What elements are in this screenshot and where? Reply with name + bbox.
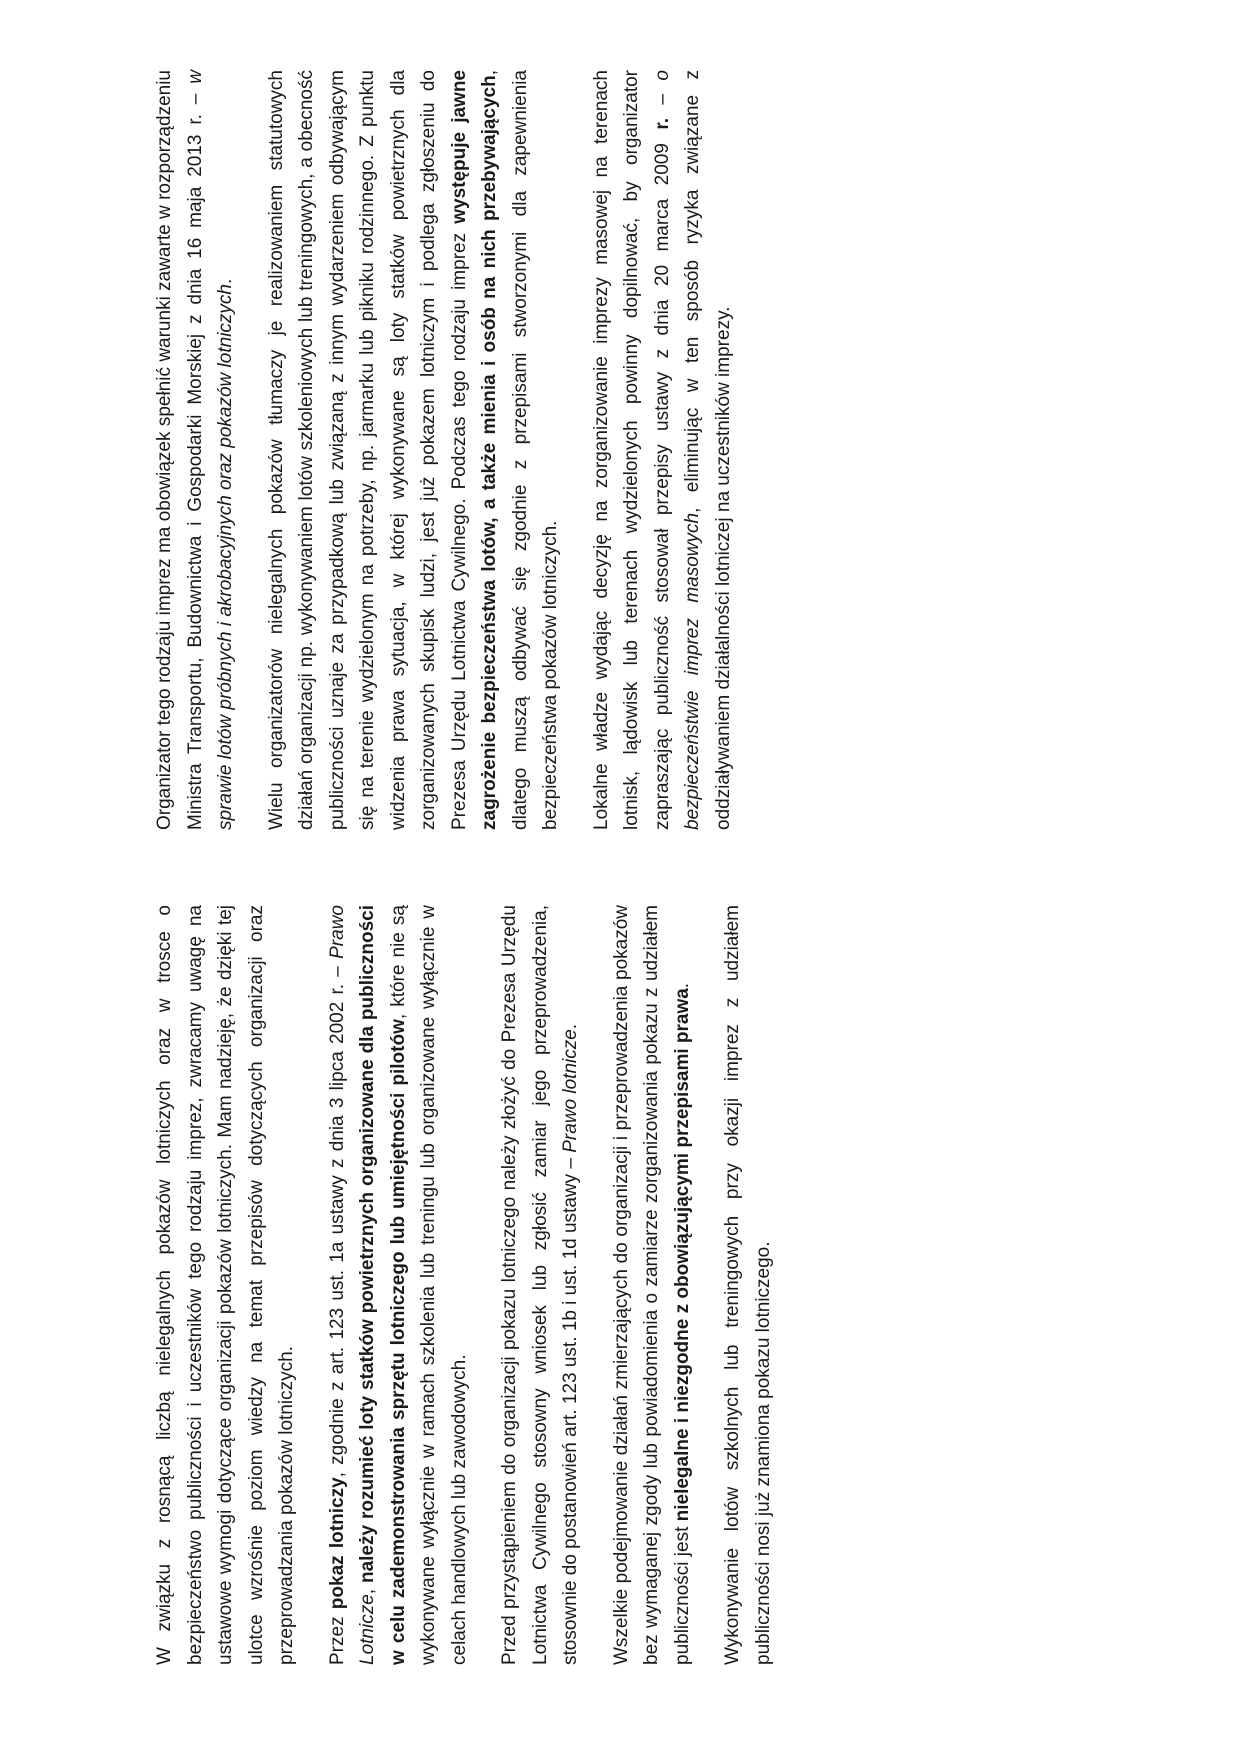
- right-column: [150, 70, 880, 830]
- paragraph-definition: Przez pokaz lotniczy, zgodnie z art. 123 ust. 1a ustawy z dnia 3 lipca 2002 r. – Prawo Lotnicze, należy rozumieć loty statków powietrznych organizowane dla publiczności w celu zademonstrowania sprzętu lotniczego lub umiejętności pilotów, które nie są wykonywane wyłącznie w ramach szkolenia lub treningu lub organizowane wyłącznie w celach handlowych lub zawodowych.: [326, 905, 470, 1665]
- paragraph-application: Przed przystąpieniem do organizacji pokazu lotniczego należy złożyć do Prezesa Urzędu Lotnictwa Cywilnego stosowny wniosek lub zgłosić zamiar jego przeprowadzenia, stosownie do postanowień art. 123 ust. 1b i ust. 1d ustawy – Prawo lotnicze.: [499, 905, 581, 1665]
- paragraph-intro: W związku z rosnącą liczbą nielegalnych pokazów lotniczych oraz w trosce o bezpieczeństwo publiczności i uczestników tego rodzaju imprez, zwracamy uwagę na ustawowe wymogi dotyczące organizacji pokazów lotniczych. Mam nadzieję, że dzięki tej ulotce wzrośnie poziom wiedzy na temat przepisów dotyczących organizacji oraz przeprowadzania pokazów lotniczych.: [154, 905, 297, 1665]
- paragraph-organizer-duty: Organizator tego rodzaju imprez ma obowiązek spełnić warunki zawarte w rozporządzeniu Ministra Transportu, Budownictwa i Gospodarki Morskiej z dnia 16 maja 2013 r. – w sprawie lotów próbnych i akrobacyjnych oraz pokazów lotniczych.: [154, 70, 236, 830]
- paragraph-excuses: Wielu organizatorów nielegalnych pokazów tłumaczy je realizowaniem statutowych działań organizacji np. wykonywaniem lotów szkoleniowych lub treningowych, a obecność publiczności uznaje za przypadkową lub związaną z innym wydarzeniem odbywającym się na terenie wydzielonym na potrzeby, np. jarmarku lub pikniku rodzinnego. Z punktu widzenia prawa sytuacja, w której wykonywane są loty statków powietrznych dla zorganizowanych skupisk ludzi, jest już pokazem lotniczym i podlega zgłoszeniu do Prezesa Urzędu Lotnictwa Cywilnego. Podczas tego rodzaju imprez występuje jawne zagrożenie bezpieczeństwa lotów, a także mienia i osób na nich przebywających, dlatego muszą odbywać się zgodnie z przepisami stworzonymi dla zapewnienia bezpieczeństwa pokazów lotniczych.: [265, 70, 561, 830]
- left-column: [150, 905, 880, 1665]
- paragraph-illegal: Wszelkie podejmowanie działań zmierzających do organizacji i przeprowadzenia pokazów bez wymaganej zgody lub powiadomienia o zamiarze zorganizowania pokazu z udziałem publiczności jest nielegalne i niezgodne z obowiązującymi przepisami prawa.: [610, 905, 693, 1665]
- paragraph-training-flights: Wykonywanie lotów szkolnych lub treningowych przy okazji imprez z udziałem publiczności nosi już znamiona pokazu lotniczego.: [722, 905, 774, 1665]
- paragraph-local-authorities: Lokalne władze wydając decyzję na zorganizowanie imprezy masowej na terenach lotnisk, lądowisk lub terenach wydzielonych powinny dopilnować, by organizator zapraszając publiczność stosował przepisy ustawy z dnia 20 marca 2009 r. – o bezpieczeństwie imprez masowych, eliminując w ten sposób ryzyka związane z oddziaływaniem działalności lotniczej na uczestników imprezy.: [590, 69, 734, 830]
- rotated-leaflet-page: [150, 70, 880, 1665]
